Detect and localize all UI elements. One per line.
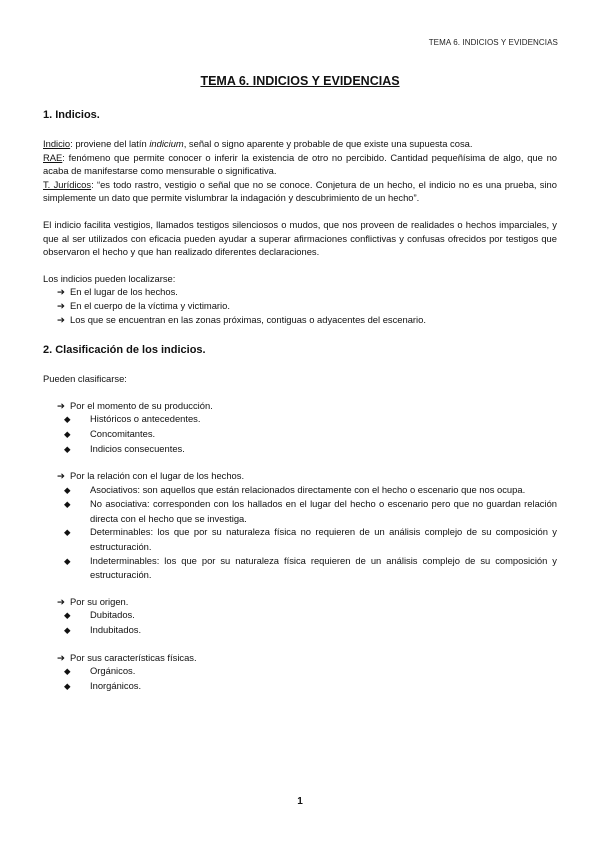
arrow-icon: ➔ [57, 286, 65, 298]
list-item [64, 623, 557, 638]
list-item [64, 679, 557, 694]
diamond-bullet-icon: ◆ [64, 443, 71, 454]
list-item-text: En el cuerpo de la víctima y victimario. [70, 299, 230, 311]
list-item [64, 664, 557, 679]
diamond-bullet-icon: ◆ [64, 499, 71, 510]
locations-intro: Los indicios pueden localizarse: [43, 272, 176, 284]
diamond-bullet-icon: ◆ [64, 625, 71, 636]
arrow-icon: ➔ [57, 399, 65, 411]
classification-group [57, 595, 557, 609]
list-item [64, 412, 557, 427]
list-item [64, 427, 557, 442]
list-item [57, 313, 557, 327]
list-item-text: Determinables: los que por su naturaleza física no requieren de un análisis complejo de su composición y estructuración. [90, 526, 557, 553]
list-item [64, 483, 557, 498]
list-item-text: Concomitantes. [90, 427, 156, 439]
list-item [57, 285, 557, 299]
arrow-icon: ➔ [57, 470, 65, 482]
list-item-text: Inorgánicos. [90, 679, 142, 691]
group-label: Por sus características físicas. [70, 651, 197, 663]
list-item [64, 608, 557, 623]
diamond-bullet-icon: ◆ [64, 414, 71, 425]
classification-intro: Pueden clasificarse: [43, 373, 127, 385]
indicio-paragraph: El indicio facilita vestigios, llamados testigos silenciosos o mudos, que nos proveen de realidades o hechos imparciales, y que al ser utilizados con eficacia pueden ayudar a superar afirmaciones conflictivas y confusas ofrecidos por testigos que observaron el hecho y que han realizado diferentes declaraciones. [43, 218, 557, 258]
definition-term: T. Jurídicos [43, 178, 92, 190]
definition-text: : proviene del latín [70, 138, 150, 149]
list-item-text: Orgánicos. [90, 665, 136, 677]
list-item [64, 554, 557, 582]
definition-juridicos [43, 178, 557, 205]
list-item-text: No asociativa: corresponden con los hallados en el lugar del hecho o escenario pero que no guardan relación directa con el hecho que se investiga. [90, 498, 557, 524]
arrow-icon: ➔ [57, 313, 65, 325]
definition-indicio [43, 137, 557, 151]
list-item-text: Indeterminables: los que por su naturaleza física requieren de un análisis complejo de su composición y estructuración. [90, 554, 557, 581]
arrow-icon: ➔ [57, 595, 65, 607]
diamond-bullet-icon: ◆ [64, 527, 71, 538]
list-item [57, 299, 557, 313]
diamond-bullet-icon: ◆ [64, 680, 71, 691]
diamond-bullet-icon: ◆ [64, 428, 71, 439]
list-item-text: En el lugar de los hechos. [70, 286, 178, 298]
diamond-bullet-icon: ◆ [64, 610, 71, 621]
classification-group [57, 469, 557, 483]
group-label: Por la relación con el lugar de los hechos. [70, 470, 245, 482]
list-item-text: Dubitados. [90, 609, 135, 621]
list-item-text: Los que se encuentran en las zonas próximas, contiguas o adyacentes del escenario. [70, 313, 426, 325]
diamond-bullet-icon: ◆ [64, 484, 71, 495]
definition-rae [43, 151, 557, 178]
definition-term: RAE [43, 151, 63, 163]
running-header: TEMA 6. INDICIOS Y EVIDENCIAS [428, 38, 558, 47]
section-2-heading: 2. Clasificación de los indicios. [43, 344, 206, 357]
definition-latin-term: indicium [149, 138, 184, 149]
arrow-icon: ➔ [57, 651, 65, 663]
document-title: TEMA 6. INDICIOS Y EVIDENCIAS [200, 74, 400, 88]
definition-term: Indicio [43, 138, 71, 149]
list-item-text: Indubitados. [90, 624, 142, 636]
group-label: Por el momento de su producción. [70, 399, 213, 411]
diamond-bullet-icon: ◆ [64, 555, 71, 566]
classification-group [57, 399, 557, 413]
diamond-bullet-icon: ◆ [64, 666, 71, 677]
definition-text: : fenómeno que permite conocer o inferir la existencia de otro no percibido. Cantidad pequeñísima de algo, que no acaba de manifestarse como mensurable o significativa. [43, 151, 557, 177]
document-body [43, 108, 557, 693]
arrow-icon: ➔ [57, 299, 65, 311]
section-1-heading: 1. Indicios. [43, 109, 100, 121]
page-number: 1 [297, 796, 303, 807]
list-item-text: Asociativos: son aquellos que están relacionados directamente con el hecho o escenario que nos ocupa. [90, 483, 526, 495]
list-item [64, 525, 557, 553]
group-label: Por su origen. [70, 595, 129, 607]
list-item-text: Indicios consecuentes. [90, 442, 185, 454]
definition-text: : “es todo rastro, vestigio o señal que no se conoce. Conjetura de un hecho, el indicio no es una prueba, sino simplemente un dato que permite vislumbrar la indagación y descubrimiento de un hecho”. [43, 178, 557, 204]
list-item [64, 442, 557, 457]
list-item-text: Históricos o antecedentes. [90, 413, 201, 425]
definition-text: , señal o signo aparente y probable de que existe una supuesta cosa. [183, 138, 473, 149]
classification-group [57, 651, 557, 665]
list-item [64, 497, 557, 525]
